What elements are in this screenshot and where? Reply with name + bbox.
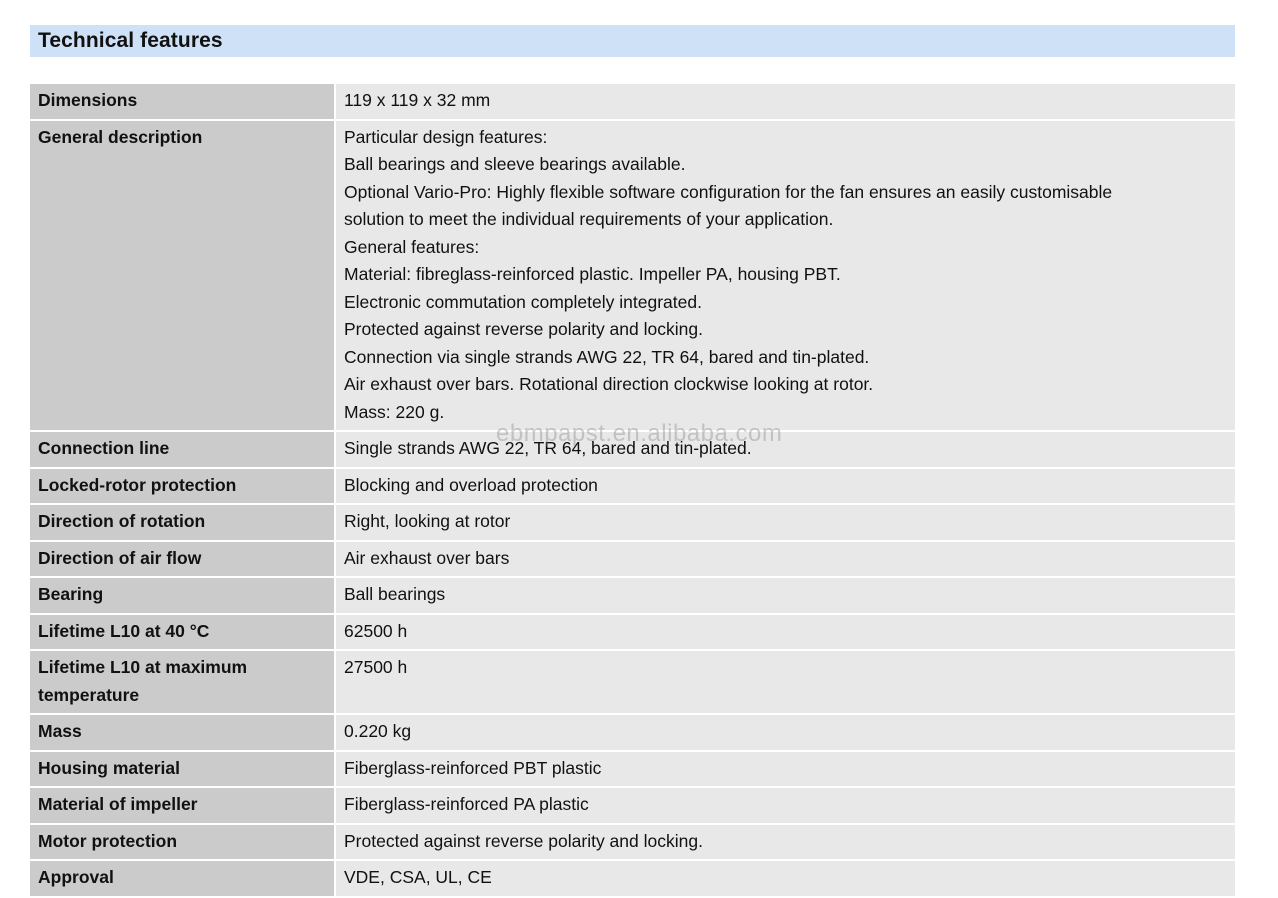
row-value	[336, 578, 1235, 613]
value-line: VDE, CSA, UL, CE	[344, 867, 492, 887]
row-value	[336, 469, 1235, 504]
value-line: Air exhaust over bars	[344, 547, 510, 568]
value-line: Electronic commutation completely integrated.	[344, 291, 702, 312]
row-value	[336, 825, 1235, 860]
table-row	[30, 432, 1235, 469]
table-row	[30, 651, 1235, 715]
value-line: Material: fibreglass-reinforced plastic. Impeller PA, housing PBT.	[344, 264, 841, 284]
value-line: solution to meet the individual requirements of your application.	[344, 209, 834, 229]
table-row	[30, 715, 1235, 752]
row-label: Locked-rotor protection	[30, 469, 336, 504]
table-row	[30, 121, 1235, 433]
row-value	[336, 432, 1235, 467]
value-line: Protected against reverse polarity and locking.	[344, 830, 703, 851]
row-value	[336, 505, 1235, 540]
table-row	[30, 788, 1235, 825]
value-line: Air exhaust over bars. Rotational direction clockwise looking at rotor.	[344, 374, 874, 394]
value-line: Ball bearings	[344, 584, 446, 604]
row-label: Dimensions	[30, 84, 336, 119]
table-row	[30, 615, 1235, 652]
table-row	[30, 84, 1235, 121]
value-line: Mass: 220 g.	[344, 401, 445, 422]
value-line: 0.220 kg	[344, 721, 412, 741]
table-row	[30, 469, 1235, 506]
section-title: Technical features	[38, 29, 223, 52]
table-row	[30, 578, 1235, 615]
row-value	[336, 752, 1235, 787]
value-line: General features:	[344, 236, 480, 257]
row-label: Lifetime L10 at 40 °C	[30, 615, 336, 650]
row-value	[336, 615, 1235, 650]
value-line: 62500 h	[344, 620, 408, 641]
row-label: Lifetime L10 at maximum temperature	[30, 651, 336, 713]
table-row	[30, 861, 1235, 898]
row-value	[336, 861, 1235, 896]
row-value	[336, 651, 1235, 713]
value-line: Single strands AWG 22, TR 64, bared and tin-plated.	[344, 438, 752, 458]
row-label: Bearing	[30, 578, 336, 613]
value-line: Fiberglass-reinforced PBT plastic	[344, 757, 602, 778]
value-line: Protected against reverse polarity and locking.	[344, 319, 703, 339]
value-line: Fiberglass-reinforced PA plastic	[344, 794, 589, 814]
value-line: 27500 h	[344, 657, 408, 677]
row-label: Mass	[30, 715, 336, 750]
table-row	[30, 505, 1235, 542]
row-label: Housing material	[30, 752, 336, 787]
value-line: Particular design features:	[344, 126, 548, 147]
table-row	[30, 752, 1235, 789]
row-value	[336, 788, 1235, 823]
row-label: Material of impeller	[30, 788, 336, 823]
row-label: Direction of rotation	[30, 505, 336, 540]
table-row	[30, 825, 1235, 862]
value-line: Blocking and overload protection	[344, 474, 598, 495]
value-line: Ball bearings and sleeve bearings available.	[344, 154, 686, 174]
row-value	[336, 715, 1235, 750]
value-line: Optional Vario-Pro: Highly flexible software configuration for the fan ensures an easily customisable	[344, 181, 1113, 202]
row-label: General description	[30, 121, 336, 431]
row-label: Motor protection	[30, 825, 336, 860]
row-value	[336, 84, 1235, 119]
technical-features-table	[30, 84, 1235, 898]
row-label: Direction of air flow	[30, 542, 336, 577]
value-line: Right, looking at rotor	[344, 511, 511, 531]
row-label: Approval	[30, 861, 336, 896]
value-line: Connection via single strands AWG 22, TR 64, bared and tin-plated.	[344, 346, 870, 367]
value-line: 119 x 119 x 32 mm	[344, 90, 491, 110]
row-value	[336, 121, 1235, 431]
section-header	[30, 25, 1235, 57]
table-row	[30, 542, 1235, 579]
row-value	[336, 542, 1235, 577]
watermark: ebmpapst.en.alibaba.com	[496, 420, 783, 447]
row-label: Connection line	[30, 432, 336, 467]
